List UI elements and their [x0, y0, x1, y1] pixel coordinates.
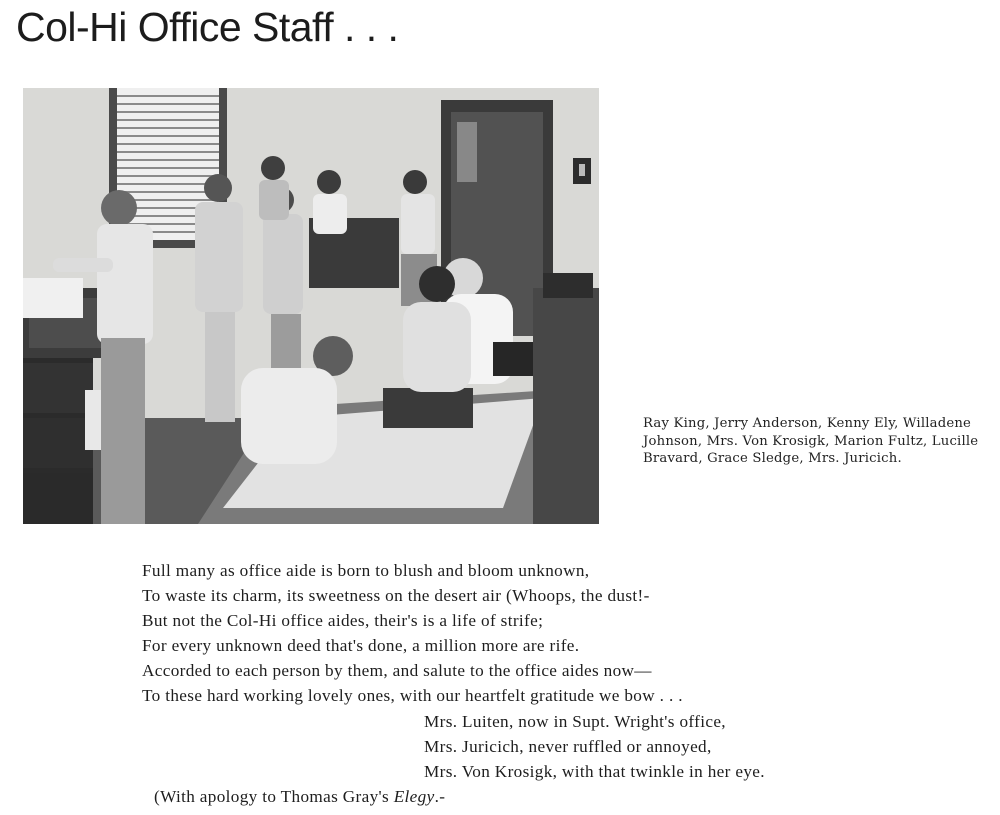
poem — [142, 558, 982, 809]
poem-line: To these hard working lovely ones, with our heartfelt gratitude we bow . . . — [142, 686, 683, 706]
apology-note — [142, 784, 982, 809]
elegy-title: Elegy — [393, 786, 435, 806]
staff-line: Mrs. Luiten, now in Supt. Wright's office, — [424, 711, 726, 731]
poem-line: Full many as office aide is born to blush and bloom unknown, — [142, 561, 590, 580]
photo-caption: Ray King, Jerry Anderson, Kenny Ely, Willadene Johnson, Mrs. Von Krosigk, Marion Fultz, Lucille Bravard, Grace Sledge, Mrs. Juricich. — [643, 416, 979, 466]
poem-line: To waste its charm, its sweetness on the desert air (Whoops, the dust!- — [142, 586, 650, 606]
staff-line: Mrs. Juricich, never ruffled or annoyed, — [424, 736, 712, 756]
apology-prefix: (With apology to Thomas Gray's — [154, 786, 394, 806]
poem-line: Accorded to each person by them, and salute to the office aides now— — [142, 661, 652, 681]
poem-line: But not the Col-Hi office aides, their's is a life of strife; — [142, 611, 544, 631]
staff-line: Mrs. Von Krosigk, with that twinkle in her eye. — [424, 761, 765, 781]
poem-line: For every unknown deed that's done, a million more are rife. — [142, 636, 580, 656]
office-staff-photo — [23, 88, 599, 524]
apology-suffix: .- — [434, 786, 446, 806]
page-title: Col-Hi Office Staff . . . — [16, 4, 399, 50]
